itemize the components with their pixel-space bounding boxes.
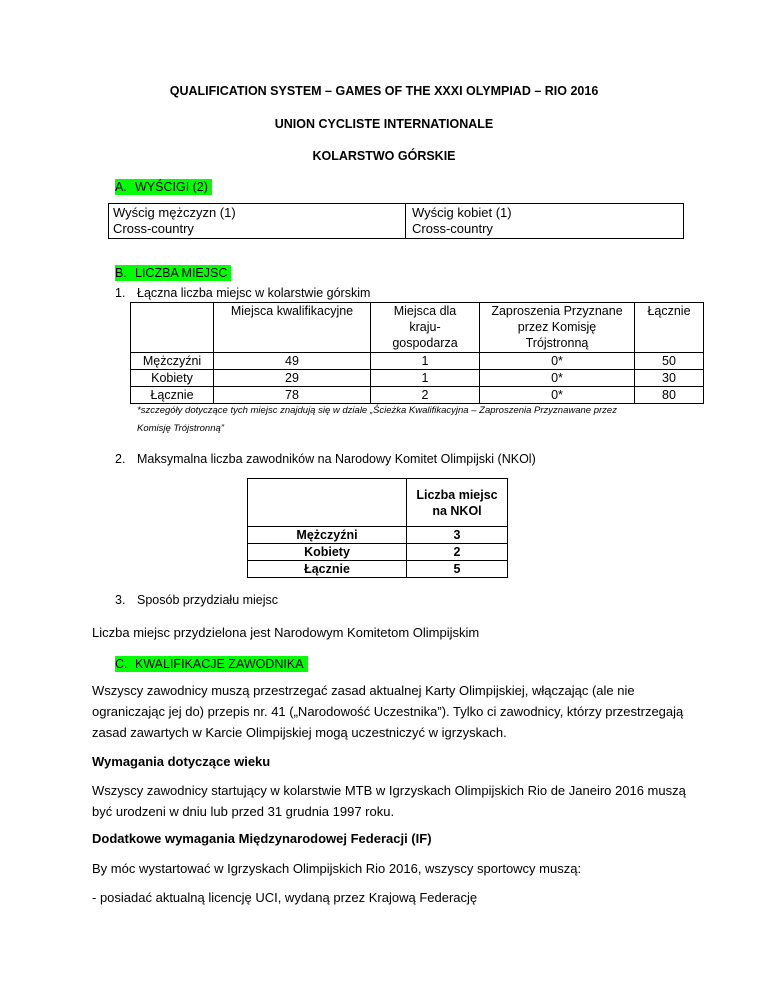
header-line: przez Komisję — [517, 320, 597, 334]
row-label: Kobiety — [248, 544, 407, 561]
header-line: Zaproszenia Przyznane — [491, 304, 623, 318]
quota-header-invitations — [480, 303, 635, 353]
table-row — [131, 387, 704, 404]
event-women-discipline: Cross-country — [412, 221, 493, 236]
section-b-number: B. — [115, 266, 127, 280]
item1-title: Łączna liczba miejsc w kolarstwie górskim — [137, 286, 371, 300]
table-row — [248, 544, 508, 561]
section-a-label: WYŚCIGI (2) — [135, 180, 208, 194]
row-label: Mężczyźni — [131, 353, 214, 370]
item2-number: 2. — [115, 452, 126, 466]
quota-header-total — [635, 303, 704, 353]
item2-title: Maksymalna liczba zawodników na Narodowy Komitet Olimpijski (NKOl) — [137, 452, 536, 466]
event-men-cell — [109, 204, 406, 239]
section-b-heading — [115, 266, 231, 280]
doc-title: QUALIFICATION SYSTEM – GAMES OF THE XXXI OLYMPIAD – RIO 2016 — [169, 84, 599, 98]
quota-header-blank — [131, 303, 214, 353]
table-row — [131, 353, 704, 370]
item3-number: 3. — [115, 593, 126, 607]
cell-total: 50 — [635, 353, 704, 370]
section-a-number: A. — [115, 180, 127, 194]
header-line: gospodarza — [392, 336, 458, 350]
cell-host: 2 — [371, 387, 480, 404]
header-line: na NKOl — [432, 503, 482, 518]
cell-total: 80 — [635, 387, 704, 404]
nkol-table — [247, 478, 508, 578]
section-c-heading — [115, 657, 308, 671]
header-line: Łącznie — [647, 304, 691, 318]
age-heading: Wymagania dotyczące wieku — [92, 754, 271, 769]
table-row — [131, 370, 704, 387]
if-list-item: - posiadać aktualną licencję UCI, wydaną przez Krajową Federację — [92, 890, 478, 905]
event-women-name: Wyścig kobiet (1) — [412, 205, 512, 220]
event-men-discipline: Cross-country — [113, 221, 194, 236]
cell-value: 2 — [407, 544, 508, 561]
age-paragraph: Wszyscy zawodnicy startujący w kolarstwie MTB w Igrzyskach Olimpijskich Rio de Janeiro 2016 muszą być urodzeni w dniu lub przed 31 grudnia 1997 roku. — [92, 783, 686, 819]
item1-number: 1. — [115, 286, 126, 300]
cell-value: 5 — [407, 561, 508, 578]
row-label: Łącznie — [131, 387, 214, 404]
events-table — [108, 203, 684, 239]
cell-host: 1 — [371, 353, 480, 370]
quota-header-host — [371, 303, 480, 353]
item3-title: Sposób przydziału miejsc — [137, 593, 279, 607]
cell-qualification: 29 — [214, 370, 371, 387]
cell-value: 3 — [407, 527, 508, 544]
quota-table — [130, 302, 704, 404]
item3-heading — [115, 593, 278, 607]
event-men-name: Wyścig mężczyzn (1) — [113, 205, 236, 220]
header-line: Miejsca kwalifikacyjne — [230, 304, 354, 318]
cell-invitations: 0* — [480, 387, 635, 404]
table-row — [248, 561, 508, 578]
header-line: Trójstronną — [525, 336, 589, 350]
section-b-label: LICZBA MIEJSC — [135, 266, 228, 280]
cell-invitations: 0* — [480, 370, 635, 387]
section-c-label: KWALIFIKACJE ZAWODNIKA — [135, 657, 304, 671]
item2-heading — [115, 452, 536, 466]
quota-footnote — [137, 402, 697, 438]
doc-subtitle: UNION CYCLISTE INTERNATIONALE — [274, 117, 494, 131]
item1-heading — [115, 286, 370, 300]
row-label: Kobiety — [131, 370, 214, 387]
cell-invitations: 0* — [480, 353, 635, 370]
if-heading: Dodatkowe wymagania Międzynarodowej Federacji (IF) — [92, 831, 432, 846]
nkol-header-blank — [248, 479, 407, 527]
cell-qualification: 78 — [214, 387, 371, 404]
charter-paragraph: Wszyscy zawodnicy muszą przestrzegać zasad aktualnej Karty Olimpijskiej, włączając (ale nie ograniczając jej do) przepis nr. 41 („Narodowość Uczestnika”). Tylko ci zawodnicy, którzy przestrzegają zasad zawartych w Karcie Olimpijskiej mogą uczestniczyć w igrzyskach. — [92, 683, 684, 740]
if-paragraph: By móc wystartować w Igrzyskach Olimpijskich Rio 2016, wszyscy sportowcy muszą: — [92, 861, 582, 876]
header-line: Liczba miejsc — [416, 487, 498, 502]
cell-qualification: 49 — [214, 353, 371, 370]
table-row — [248, 527, 508, 544]
doc-discipline: KOLARSTWO GÓRSKIE — [312, 149, 456, 163]
allocation-text: Liczba miejsc przydzielona jest Narodowym Komitetom Olimpijskim — [92, 625, 480, 640]
footnote-line: Komisję Trójstronną” — [137, 423, 224, 434]
header-line: Miejsca dla — [393, 304, 457, 318]
row-label: Łącznie — [248, 561, 407, 578]
quota-header-qualification — [214, 303, 371, 353]
row-label: Mężczyźni — [248, 527, 407, 544]
cell-total: 30 — [635, 370, 704, 387]
section-c-number: C. — [115, 657, 128, 671]
footnote-line: *szczegóły dotyczące tych miejsc znajdują się w dziale „Ścieżka Kwalifikacyjna – Zaproszenia Przyznawane przez — [137, 405, 617, 416]
cell-host: 1 — [371, 370, 480, 387]
header-line: kraju- — [409, 320, 441, 334]
section-a-heading — [115, 180, 212, 194]
nkol-header — [407, 479, 508, 527]
event-women-cell — [406, 204, 684, 239]
